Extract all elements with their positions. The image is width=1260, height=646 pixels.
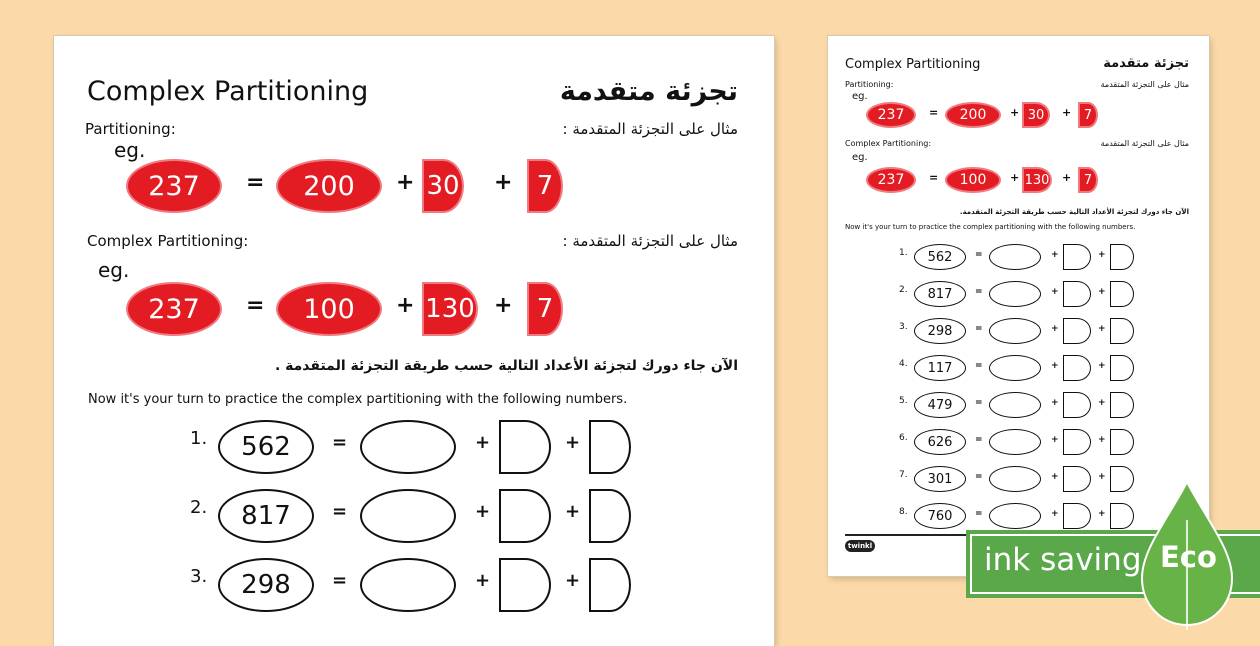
plus-sign: + xyxy=(494,170,513,195)
example1-hundreds: 200 xyxy=(276,159,382,213)
question-number-oval xyxy=(914,466,966,492)
plus-sign: + xyxy=(1051,287,1059,297)
question-number: 3. xyxy=(899,322,908,332)
question-number-oval xyxy=(914,392,966,418)
plus-sign: + xyxy=(1051,435,1059,445)
ones-answer-box[interactable] xyxy=(589,489,631,543)
question-value: 817 xyxy=(241,501,291,531)
title-arabic: تجزئة متقدمة xyxy=(1103,56,1189,71)
example1-whole: 237 xyxy=(866,102,916,128)
plus-sign: + xyxy=(1098,361,1106,371)
equals-sign: = xyxy=(975,250,983,260)
ones-answer-box[interactable] xyxy=(1110,281,1134,307)
question-value: 301 xyxy=(927,471,953,487)
plus-sign: + xyxy=(1098,435,1106,445)
example1-whole: 237 xyxy=(126,159,222,213)
partitioning-label-arabic: مثال على التجزئة المتقدمة xyxy=(1100,80,1189,89)
question-value: 626 xyxy=(927,434,953,450)
complex-partitioning-label: Complex Partitioning: xyxy=(87,232,249,250)
question-number-oval xyxy=(914,429,966,455)
plus-sign: + xyxy=(1098,250,1106,260)
eg-label: eg. xyxy=(114,138,146,162)
eg-label: eg. xyxy=(852,152,868,163)
plus-sign: + xyxy=(1051,250,1059,260)
worksheet-page-large xyxy=(54,36,774,646)
ones-answer-box[interactable] xyxy=(1110,244,1134,270)
ones-answer-box[interactable] xyxy=(589,558,631,612)
question-number: 5. xyxy=(899,396,908,406)
plus-sign: + xyxy=(1098,472,1106,482)
plus-sign: + xyxy=(1051,398,1059,408)
equals-sign: = xyxy=(975,324,983,334)
hundreds-answer-box[interactable] xyxy=(989,503,1041,529)
plus-sign: + xyxy=(1062,171,1072,184)
example2-ones: 7 xyxy=(1078,167,1098,193)
plus-sign: + xyxy=(565,570,581,591)
question-value: 298 xyxy=(927,323,953,339)
tens-answer-box[interactable] xyxy=(1063,429,1091,455)
twinkl-logo: twinkl xyxy=(845,540,875,552)
equals-sign: = xyxy=(246,293,265,318)
question-number-oval xyxy=(914,503,966,529)
hundreds-answer-box[interactable] xyxy=(989,466,1041,492)
question-number-oval xyxy=(914,244,966,270)
question-number: 1. xyxy=(190,428,208,449)
tens-answer-box[interactable] xyxy=(1063,318,1091,344)
eco-label: Eco xyxy=(1160,540,1217,574)
question-number-oval xyxy=(914,281,966,307)
plus-sign: + xyxy=(396,170,415,195)
hundreds-answer-box[interactable] xyxy=(989,355,1041,381)
plus-sign: + xyxy=(1051,361,1059,371)
equals-sign: = xyxy=(975,287,983,297)
equals-sign: = xyxy=(929,171,939,184)
example2-tens: 130 xyxy=(422,282,478,336)
question-number-oval xyxy=(218,420,314,474)
plus-sign: + xyxy=(1051,324,1059,334)
hundreds-answer-box[interactable] xyxy=(989,429,1041,455)
ones-answer-box[interactable] xyxy=(1110,466,1134,492)
complex-partitioning-label-arabic: مثال على التجزئة المتقدمة : xyxy=(562,232,738,250)
example2-hundreds: 100 xyxy=(276,282,382,336)
example1-tens: 30 xyxy=(422,159,464,213)
complex-partitioning-label-arabic: مثال على التجزئة المتقدمة xyxy=(1100,139,1189,148)
tens-answer-box[interactable] xyxy=(1063,392,1091,418)
question-value: 117 xyxy=(927,360,953,376)
tens-answer-box[interactable] xyxy=(499,420,551,474)
tens-answer-box[interactable] xyxy=(1063,466,1091,492)
tens-answer-box[interactable] xyxy=(1063,355,1091,381)
equals-sign: = xyxy=(332,501,348,522)
question-number-oval xyxy=(218,489,314,543)
plus-sign: + xyxy=(565,501,581,522)
question-value: 760 xyxy=(927,508,953,524)
hundreds-answer-box[interactable] xyxy=(360,489,456,543)
equals-sign: = xyxy=(332,570,348,591)
plus-sign: + xyxy=(1098,398,1106,408)
equals-sign: = xyxy=(332,432,348,453)
plus-sign: + xyxy=(494,293,513,318)
example1-hundreds: 200 xyxy=(945,102,1001,128)
plus-sign: + xyxy=(1098,509,1106,519)
question-number-oval xyxy=(914,318,966,344)
hundreds-answer-box[interactable] xyxy=(989,244,1041,270)
plus-sign: + xyxy=(1051,472,1059,482)
question-number: 6. xyxy=(899,433,908,443)
plus-sign: + xyxy=(1098,324,1106,334)
hundreds-answer-box[interactable] xyxy=(360,420,456,474)
title-english: Complex Partitioning xyxy=(87,76,369,107)
plus-sign: + xyxy=(475,501,491,522)
partitioning-label: Partitioning: xyxy=(845,80,894,89)
example1-ones: 7 xyxy=(527,159,563,213)
example2-whole: 237 xyxy=(126,282,222,336)
ink-saving-text: ink saving xyxy=(984,542,1142,578)
question-number-oval xyxy=(914,355,966,381)
equals-sign: = xyxy=(929,106,939,119)
title-english: Complex Partitioning xyxy=(845,57,981,72)
question-value: 479 xyxy=(927,397,953,413)
example2-hundreds: 100 xyxy=(945,167,1001,193)
question-value: 562 xyxy=(927,249,953,265)
instruction-english: Now it's your turn to practice the complex partitioning with the following numbers. xyxy=(845,223,1136,231)
question-number: 2. xyxy=(190,497,208,518)
plus-sign: + xyxy=(1062,106,1072,119)
plus-sign: + xyxy=(396,293,415,318)
tens-answer-box[interactable] xyxy=(1063,503,1091,529)
question-value: 562 xyxy=(241,432,291,462)
example2-ones: 7 xyxy=(527,282,563,336)
ones-answer-box[interactable] xyxy=(1110,392,1134,418)
plus-sign: + xyxy=(1010,106,1020,119)
hundreds-answer-box[interactable] xyxy=(989,318,1041,344)
hundreds-answer-box[interactable] xyxy=(989,392,1041,418)
plus-sign: + xyxy=(1051,509,1059,519)
complex-partitioning-label: Complex Partitioning: xyxy=(845,139,932,148)
ones-answer-box[interactable] xyxy=(1110,318,1134,344)
ones-answer-box[interactable] xyxy=(1110,355,1134,381)
plus-sign: + xyxy=(475,570,491,591)
ones-answer-box[interactable] xyxy=(589,420,631,474)
tens-answer-box[interactable] xyxy=(1063,244,1091,270)
question-number: 4. xyxy=(899,359,908,369)
title-arabic: تجزئة متقدمة xyxy=(559,76,738,107)
eg-label: eg. xyxy=(98,258,130,282)
example1-tens: 30 xyxy=(1022,102,1050,128)
equals-sign: = xyxy=(975,435,983,445)
tens-answer-box[interactable] xyxy=(499,558,551,612)
example2-tens: 130 xyxy=(1022,167,1052,193)
plus-sign: + xyxy=(1098,287,1106,297)
eg-label: eg. xyxy=(852,91,868,102)
question-number: 7. xyxy=(899,470,908,480)
question-number: 1. xyxy=(899,248,908,258)
ones-answer-box[interactable] xyxy=(1110,503,1134,529)
tens-answer-box[interactable] xyxy=(499,489,551,543)
instruction-arabic: الآن جاء دورك لتجزئة الأعداد التالية حسب طريقة التجزئة المتقدمة. xyxy=(959,208,1189,216)
plus-sign: + xyxy=(565,432,581,453)
partitioning-label-arabic: مثال على التجزئة المتقدمة : xyxy=(562,120,738,138)
example2-whole: 237 xyxy=(866,167,916,193)
ones-answer-box[interactable] xyxy=(1110,429,1134,455)
question-number: 8. xyxy=(899,507,908,517)
hundreds-answer-box[interactable] xyxy=(989,281,1041,307)
question-number: 3. xyxy=(190,566,208,587)
partitioning-label: Partitioning: xyxy=(85,120,176,138)
instruction-english: Now it's your turn to practice the complex partitioning with the following numbers. xyxy=(88,392,628,407)
question-number-oval xyxy=(218,558,314,612)
question-value: 817 xyxy=(927,286,953,302)
tens-answer-box[interactable] xyxy=(1063,281,1091,307)
example1-ones: 7 xyxy=(1078,102,1098,128)
equals-sign: = xyxy=(975,472,983,482)
plus-sign: + xyxy=(1010,171,1020,184)
equals-sign: = xyxy=(246,170,265,195)
plus-sign: + xyxy=(475,432,491,453)
question-value: 298 xyxy=(241,570,291,600)
equals-sign: = xyxy=(975,509,983,519)
equals-sign: = xyxy=(975,398,983,408)
question-number: 2. xyxy=(899,285,908,295)
instruction-arabic: الآن جاء دورك لتجزئة الأعداد التالية حسب طريقة التجزئة المتقدمة . xyxy=(274,358,738,374)
equals-sign: = xyxy=(975,361,983,371)
hundreds-answer-box[interactable] xyxy=(360,558,456,612)
